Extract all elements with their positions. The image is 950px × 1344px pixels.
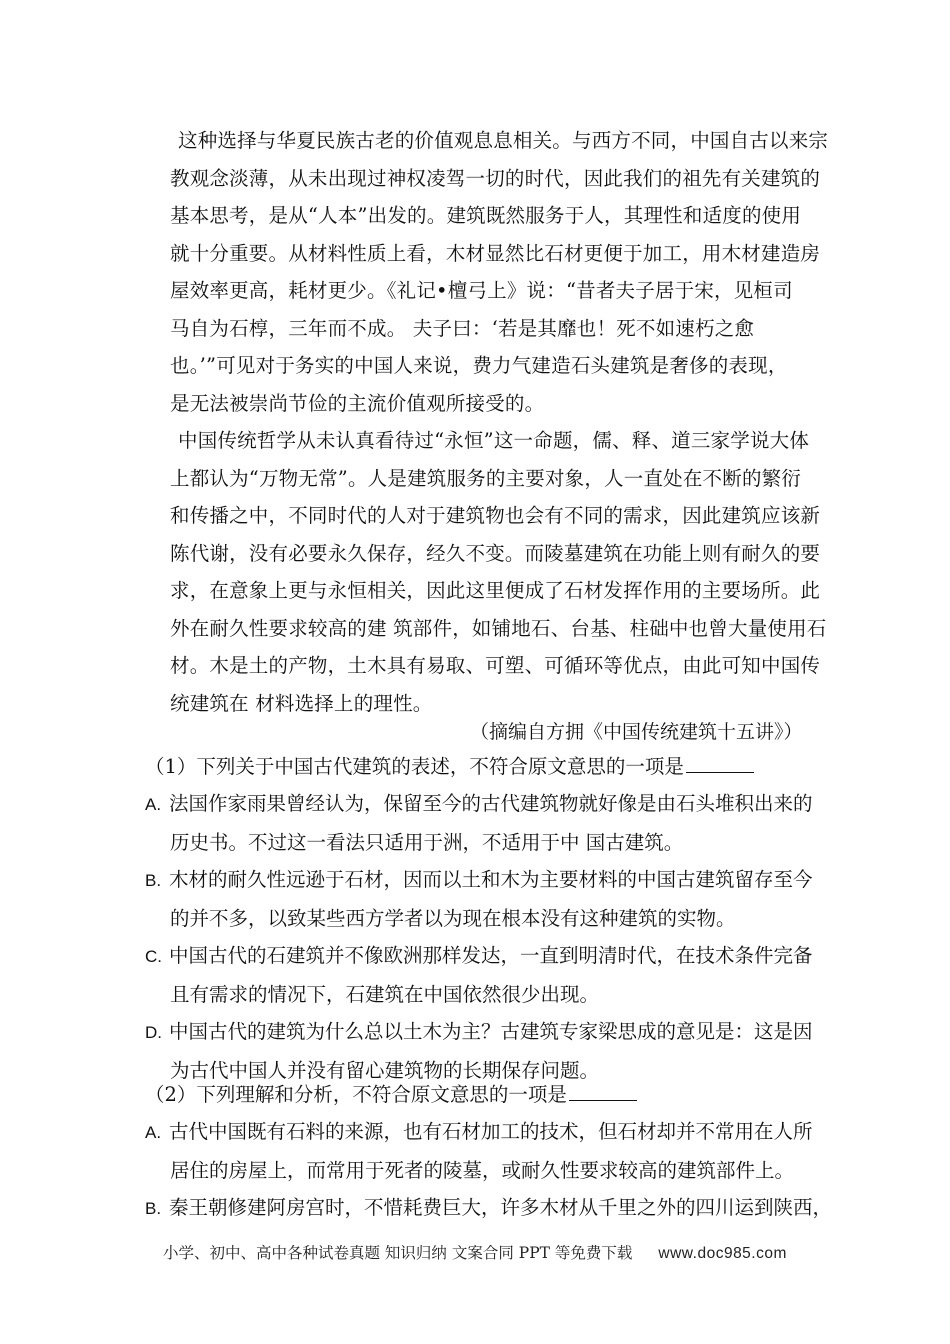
option-text: 中国古代的建筑为什么总以土木为主？古建筑专家梁思成的意见是：这是因 <box>169 1020 813 1043</box>
option-text: 为古代中国人并没有留心建筑物的长期保存问题。 <box>170 1059 600 1082</box>
question-2-option-b[interactable] <box>145 1189 833 1228</box>
source-attribution: （摘编自方拥《中国传统建筑十五讲》） <box>470 721 803 743</box>
question-stem-text: （2）下列理解和分析，不符合原文意思的一项是 <box>145 1083 567 1106</box>
question-2-option-a[interactable] <box>145 1113 825 1190</box>
option-letter: D. <box>145 1023 162 1042</box>
paragraph-line: 教观念淡薄，从未出现过神权凌驾一切的时代，因此我们的祖先有关建筑的 <box>170 166 821 190</box>
option-text: 秦王朝修建阿房宫时，不惜耗费巨大，许多木材从千里之外的四川运到陕西， <box>169 1196 833 1219</box>
footer-url-link[interactable]: www.doc985.com <box>658 1245 787 1262</box>
option-text: 古代中国既有石料的来源，也有石材加工的技术，但石材却并不常用在人所 <box>169 1120 813 1143</box>
question-stem-text: （1）下列关于中国古代建筑的表述，不符合原文意思的一项是 <box>145 755 684 778</box>
paragraph-line: 统建筑在 材料选择上的理性。 <box>170 691 433 715</box>
option-letter: A. <box>145 795 162 814</box>
body-paragraph-1 <box>170 122 829 422</box>
option-letter: B. <box>145 871 162 890</box>
option-letter: A. <box>145 1123 162 1142</box>
footer-text: 小学、初中、高中各种试卷真题 知识归纳 文案合同 PPT 等免费下载 <box>163 1244 633 1262</box>
question-2-stem <box>145 1080 637 1110</box>
option-text: 且有需求的情况下，石建筑在中国依然很少出现。 <box>170 983 600 1006</box>
answer-blank[interactable] <box>569 1080 637 1101</box>
option-letter: C. <box>145 947 162 966</box>
paragraph-line: 屋效率更高，耗材更少。《礼记•檀弓上》说：“昔者夫子居于宋，见桓司 <box>170 279 793 302</box>
body-paragraph-2 <box>170 422 827 722</box>
option-text: 居住的房屋上，而常用于死者的陵墓，或耐久性要求较高的建筑部件上。 <box>170 1159 795 1182</box>
paragraph-line: 就十分重要。从材料性质上看，木材显然比石材更便于加工，用木材建造房 <box>170 241 821 265</box>
option-letter: B. <box>145 1199 162 1218</box>
option-text: 中国古代的石建筑并不像欧洲那样发达，一直到明清时代，在技术条件完备 <box>169 944 813 967</box>
paragraph-line: 也。’”可见对于务实的中国人来说，费力气建造石头建筑是奢侈的表现， <box>170 354 788 377</box>
paragraph-line: 这种选择与华夏民族古老的价值观息息相关。与西方不同，中国自古以来宗 <box>178 129 829 152</box>
option-text: 木材的耐久性远逊于石材，因而以土和木为主要材料的中国古建筑留存至今 <box>169 868 813 891</box>
page-footer <box>163 1241 787 1266</box>
paragraph-line: 是无法被崇尚节俭的主流价值观所接受的。 <box>170 391 545 415</box>
paragraph-line: 上都认为“万物无常”。人是建筑服务的主要对象，人一直处在不断的繁衍 <box>170 466 802 490</box>
paragraph-line: 材。木是土的产物，土木具有易取、可塑、可循环等优点，由此可知中国传 <box>170 654 821 677</box>
paragraph-line: 求，在意象上更与永恒相关，因此这里便成了石材发挥作用的主要场所。此 <box>170 579 821 602</box>
paragraph-line: 和传播之中，不同时代的人对于建筑物也会有不同的需求，因此建筑应该新 <box>170 504 821 527</box>
option-text: 的并不多，以致某些西方学者以为现在根本没有这种建筑的实物。 <box>170 907 736 930</box>
question-1-option-c[interactable] <box>145 937 825 1014</box>
option-text: 历史书。不过这一看法只适用于洲，不适用于中 国古建筑。 <box>170 831 684 854</box>
question-1-option-b[interactable] <box>145 861 825 938</box>
paragraph-line: 马自为石椁，三年而不成。 夫子曰：‘若是其靡也！死不如速朽之愈 <box>170 316 755 340</box>
paragraph-line: 陈代谢，没有必要永久保存，经久不变。而陵墓建筑在功能上则有耐久的要 <box>170 541 821 565</box>
question-1-option-d[interactable] <box>145 1013 825 1090</box>
paragraph-line: 外在耐久性要求较高的建 筑部件，如铺地石、台基、柱础中也曾大量使用石 <box>170 616 827 640</box>
question-1-option-a[interactable] <box>145 785 825 862</box>
option-text: 法国作家雨果曾经认为，保留至今的古代建筑物就好像是由石头堆积出来的 <box>169 792 813 815</box>
question-1-stem <box>145 752 754 782</box>
paragraph-line: 基本思考，是从“人本”出发的。建筑既然服务于人，其理性和适度的使用 <box>170 204 802 227</box>
paragraph-line: 中国传统哲学从未认真看待过“永恒”这一命题，儒、释、道三家学说大体 <box>178 429 810 452</box>
answer-blank[interactable] <box>686 752 754 773</box>
